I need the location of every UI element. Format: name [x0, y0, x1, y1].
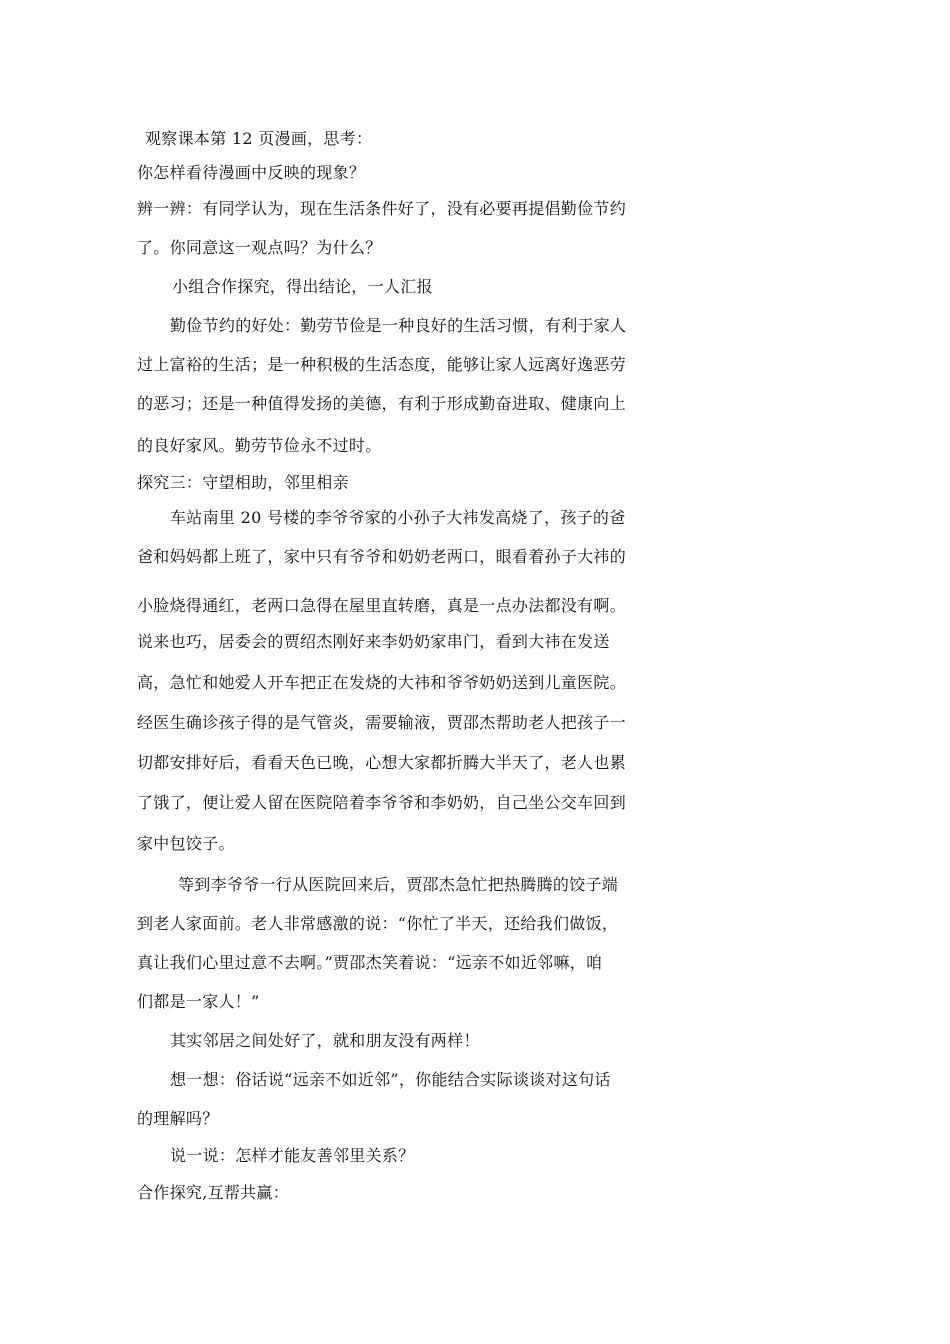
- text-line-13: 小脸烧得通红，老两口急得在屋里直转磨，真是一点办法都没有啊。: [137, 596, 627, 615]
- text-line-25: 想一想：俗话说“远亲不如近邻”，你能结合实际谈谈对这句话: [170, 1070, 611, 1089]
- text-line-11: 车站南里 20 号楼的李爷爷家的小孙子大祎发高烧了，孩子的爸: [170, 508, 626, 527]
- text-line-9: 的良好家风。勤劳节俭永不过时。: [137, 436, 382, 455]
- text-line-28: 合作探究,互帮共赢：: [137, 1183, 290, 1202]
- text-line-2: 你怎样看待漫画中反映的现象？: [137, 163, 366, 182]
- text-line-7: 过上富裕的生活；是一种积极的生活态度，能够让家人远离好逸恶劳: [137, 355, 627, 374]
- text-line-27: 说一说：怎样才能友善邻里关系？: [170, 1146, 415, 1165]
- text-line-1: 观察课本第 12 页漫画，思考：: [145, 129, 373, 148]
- text-line-16: 经医生确诊孩子得的是气管炎，需要输液，贾邵杰帮助老人把孩子一: [137, 713, 627, 732]
- text-line-18: 了饿了，便让爱人留在医院陪着李爷爷和李奶奶，自己坐公交车回到: [137, 793, 627, 812]
- text-line-14: 说来也巧，居委会的贾绍杰刚好来李奶奶家串门，看到大祎在发送: [137, 632, 610, 651]
- text-line-3: 辨一辨：有同学认为，现在生活条件好了，没有必要再提倡勤俭节约: [137, 199, 627, 218]
- section-heading: 探究三：守望相助，邻里相亲: [137, 473, 349, 492]
- text-line-6: 勤俭节约的好处：勤劳节俭是一种良好的生活习惯，有利于家人: [170, 316, 627, 335]
- text-line-21: 到老人家面前。老人非常感激的说：“你忙了半天，还给我们做饭，: [137, 914, 619, 933]
- text-line-4: 了。你同意这一观点吗？为什么？: [137, 238, 382, 257]
- text-line-8: 的恶习；还是一种值得发扬的美德，有利于形成勤奋进取、健康向上: [137, 394, 627, 413]
- text-line-26: 的理解吗？: [137, 1109, 219, 1128]
- text-line-23: 们都是一家人！”: [137, 992, 260, 1011]
- text-line-24: 其实邻居之间处好了，就和朋友没有两样！: [170, 1031, 480, 1050]
- text-line-20: 等到李爷爷一行从医院回来后，贾邵杰急忙把热腾腾的饺子端: [178, 875, 619, 894]
- text-line-22: 真让我们心里过意不去啊。”贾邵杰笑着说：“远亲不如近邻嘛，咱: [137, 953, 603, 972]
- text-line-5: 小组合作探究，得出结论，一人汇报: [172, 277, 433, 296]
- text-line-19: 家中包饺子。: [137, 834, 235, 853]
- text-line-12: 爸和妈妈都上班了，家中只有爷爷和奶奶老两口，眼看着孙子大祎的: [137, 547, 627, 566]
- text-line-15: 高，急忙和她爱人开车把正在发烧的大祎和爷爷奶奶送到儿童医院。: [137, 673, 627, 692]
- text-line-17: 切都安排好后，看看天色已晚，心想大家都折腾大半天了，老人也累: [137, 753, 627, 772]
